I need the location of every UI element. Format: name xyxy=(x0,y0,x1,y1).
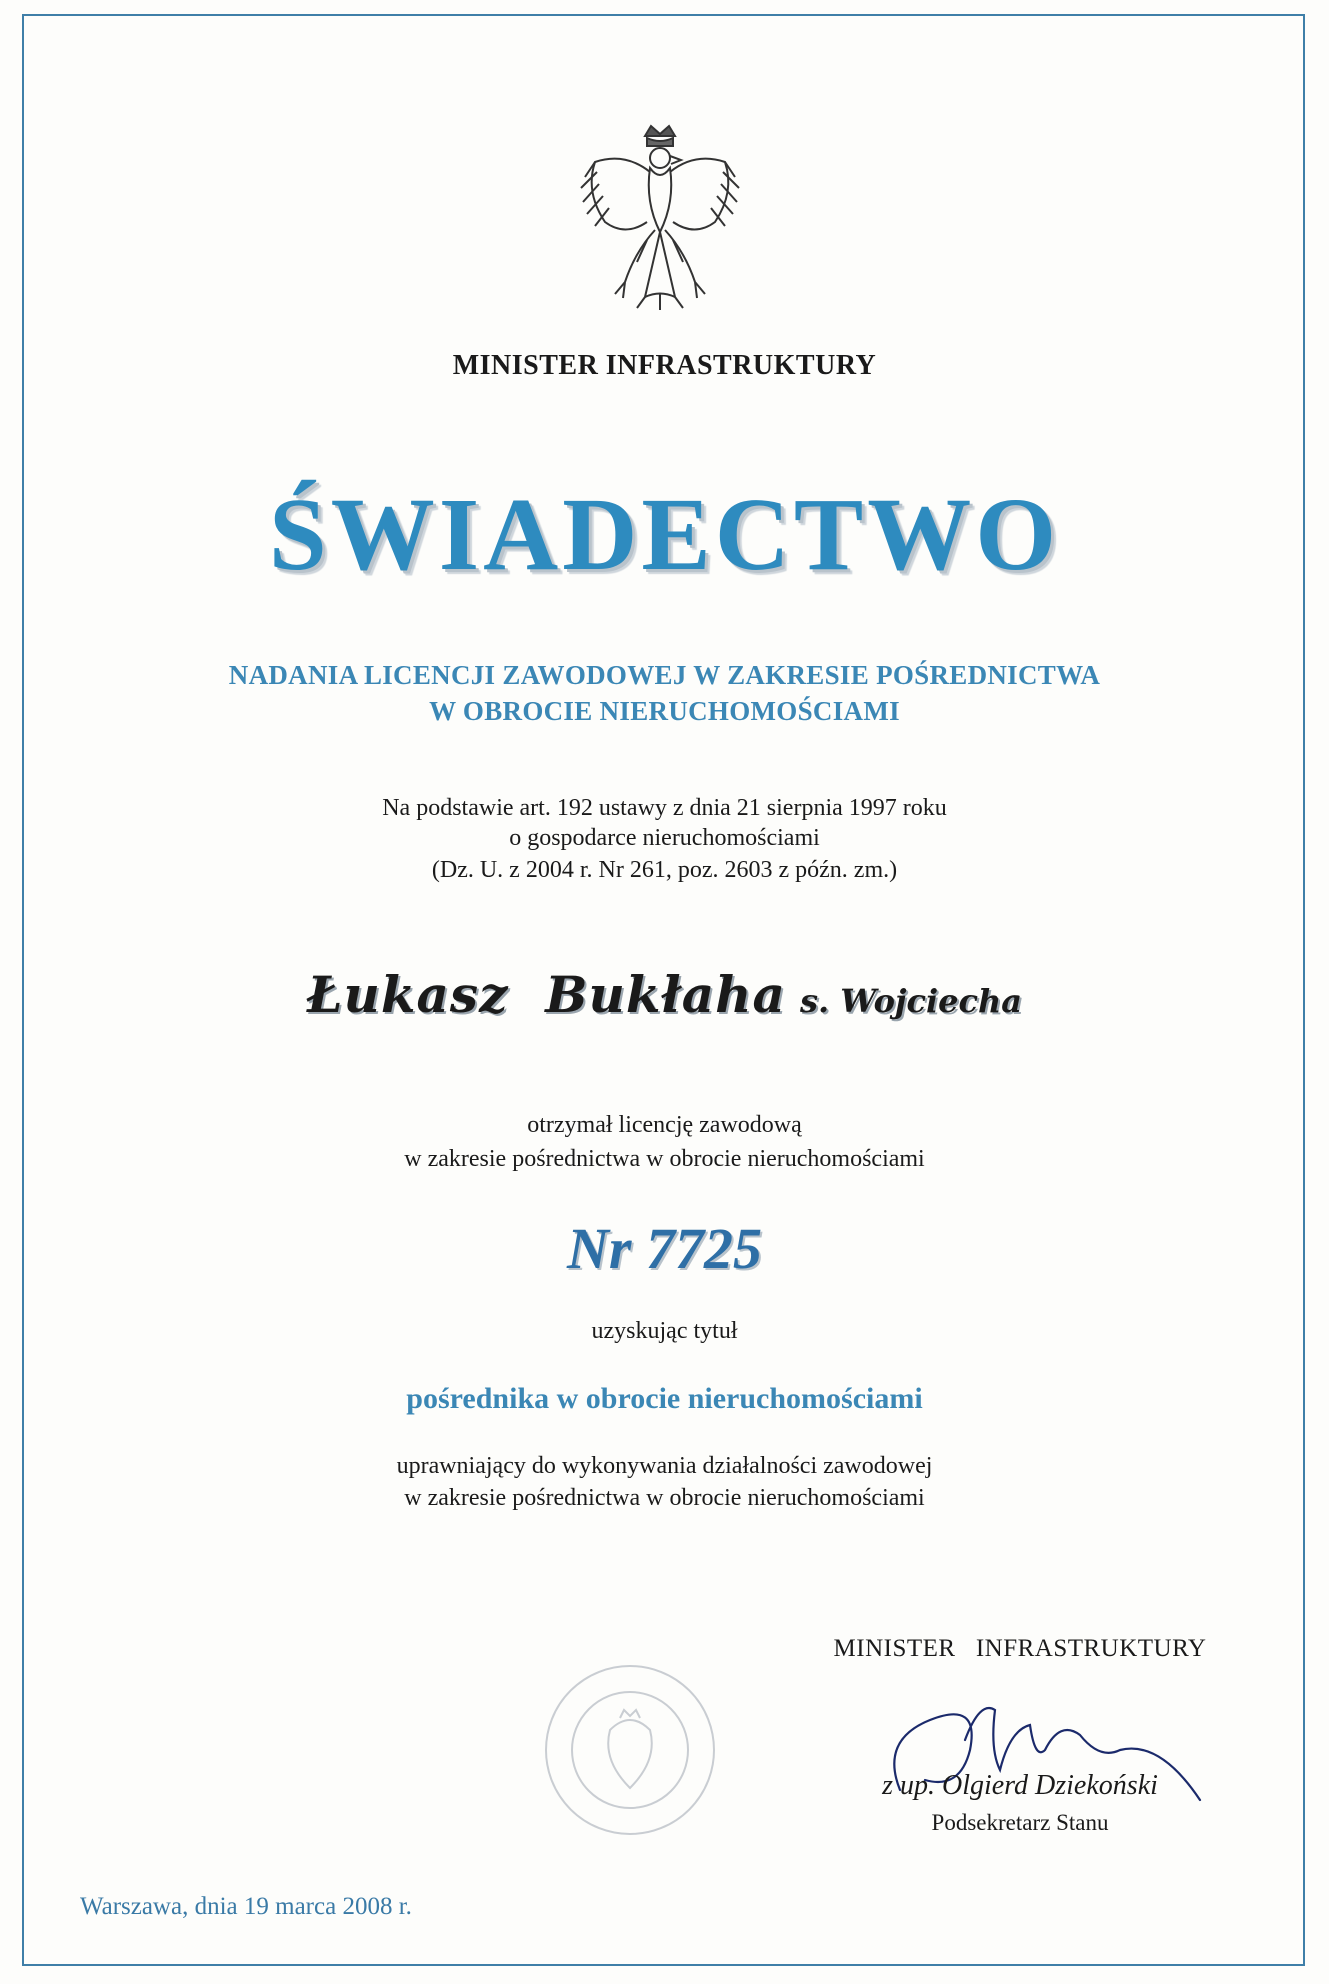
legal-basis-line-2: o gospodarce nieruchomościami xyxy=(509,825,820,851)
license-number: Nr 7725 xyxy=(567,1216,762,1281)
recipient-parent: s. Wojciecha xyxy=(799,982,1022,1020)
legal-basis-line-3: (Dz. U. z 2004 r. Nr 261, poz. 2603 z późn. zm.) xyxy=(431,857,898,883)
entitlement-line-2: w zakresie pośrednictwa w obrocie nieruchomościami xyxy=(404,1485,925,1511)
received-line-1: otrzymał licencję zawodową xyxy=(527,1112,802,1138)
official-seal-stamp-icon xyxy=(540,1660,720,1840)
signatory-name: z up. Olgierd Dziekoński xyxy=(882,1770,1158,1801)
entitlement-line-1: uprawniający do wykonywania działalności zawodowej xyxy=(396,1453,933,1479)
signatory-position: Podsekretarz Stanu xyxy=(931,1810,1109,1835)
document-title: ŚWIADECTWO xyxy=(268,477,1061,592)
recipient-name: Łukasz Bukłaha xyxy=(307,965,786,1024)
subtitle-line-2: W OBROCIE NIERUCHOMOŚCIAMI xyxy=(429,696,900,726)
subtitle-line-1: NADANIA LICENCJI ZAWODOWEJ W ZAKRESIE POŚREDNICTWA xyxy=(228,660,1101,690)
issuing-authority: MINISTER INFRASTRUKTURY xyxy=(452,350,877,381)
place-and-date: Warszawa, dnia 19 marca 2008 r. xyxy=(80,1893,412,1920)
signatory-authority: MINISTER INFRASTRUKTURY xyxy=(833,1635,1207,1662)
polish-eagle-emblem-icon xyxy=(575,122,745,312)
legal-basis-line-1: Na podstawie art. 192 ustawy z dnia 21 sierpnia 1997 roku xyxy=(382,795,947,821)
professional-title: pośrednika w obrocie nieruchomościami xyxy=(406,1382,923,1415)
obtaining-text: uzyskując tytuł xyxy=(591,1318,738,1344)
recipient xyxy=(0,965,1329,1024)
received-line-2: w zakresie pośrednictwa w obrocie nieruchomościami xyxy=(404,1146,925,1172)
